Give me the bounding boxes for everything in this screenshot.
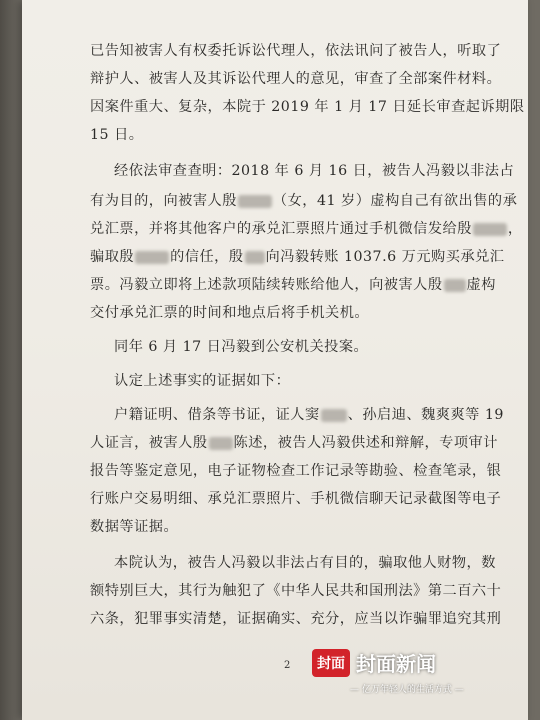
watermark-slogan: — 亿万年轻人的生活方式 —	[350, 685, 464, 695]
redaction	[238, 195, 272, 208]
redaction	[444, 279, 466, 292]
redaction	[209, 437, 233, 450]
redaction	[245, 251, 265, 264]
watermark-logo-icon: 封面	[312, 649, 350, 677]
text-line: 本院认为，被告人冯毅以非法占有目的，骗取他人财物，数	[114, 555, 496, 571]
text-line	[90, 432, 498, 452]
text-line: 认定上述事实的证据如下：	[114, 373, 291, 389]
text-line: 经依法审查查明：2018 年 6 月 16 日，被告人冯毅以非法占	[114, 163, 515, 179]
redaction	[473, 223, 507, 236]
text-segment: 陈述，被告人冯毅供述和辩解，专项审计	[233, 435, 498, 451]
text-segment: 骗取殷	[90, 249, 135, 265]
redaction	[135, 251, 169, 264]
text-segment: 兑汇票，并将其他客户的承兑汇票照片通过手机微信发给殷	[90, 221, 472, 237]
text-line: 数据等证据。	[90, 519, 179, 535]
text-segment: 的信任，殷	[170, 249, 244, 265]
text-line: 因案件重大、复杂，本院于 2019 年 1 月 17 日延长审查起诉期限	[90, 99, 525, 115]
text-line	[90, 190, 517, 210]
text-line: 额特别巨大，其行为触犯了《中华人民共和国刑法》第二百六十	[90, 583, 502, 599]
text-segment: 虚构	[466, 277, 496, 293]
text-line	[90, 246, 504, 266]
text-segment: 票。冯毅立即将上述款项陆续转账给他人，向被害人殷	[90, 277, 443, 293]
text-segment: 向冯毅转账 1037.6 万元购买承兑汇	[265, 249, 505, 265]
text-segment: 、孙启迪、魏爽爽等 19	[347, 407, 504, 423]
text-line: 15 日。	[90, 127, 144, 143]
text-line: 交付承兑汇票的时间和地点后将手机关机。	[90, 305, 370, 321]
watermark-name: 封面新闻	[356, 652, 436, 676]
text-line: 已告知被害人有权委托诉讼代理人，依法讯问了被告人，听取了	[90, 43, 502, 59]
text-line	[90, 218, 523, 238]
text-segment: （女，41 岁）虚构自己有欲出售的承	[272, 193, 518, 209]
page-number: 2	[284, 660, 291, 671]
text-segment: 户籍证明、借条等书证，证人窦	[114, 407, 320, 423]
text-segment: ，	[507, 221, 523, 237]
redaction	[321, 409, 347, 422]
text-line	[90, 274, 496, 294]
text-line: 辩护人、被害人及其诉讼代理人的意见，审查了全部案件材料。	[90, 71, 502, 87]
text-line: 行账户交易明细、承兑汇票照片、手机微信聊天记录截图等电子	[90, 491, 502, 507]
text-line: 报告等鉴定意见，电子证物检查工作记录等勘验、检查笔录，银	[90, 463, 502, 479]
text-line: 六条，犯罪事实清楚，证据确实、充分，应当以诈骗罪追究其刑	[90, 611, 502, 627]
watermark	[312, 648, 436, 677]
text-line	[114, 404, 504, 424]
text-line: 同年 6 月 17 日冯毅到公安机关投案。	[114, 339, 369, 355]
text-segment: 有为目的，向被害人殷	[90, 193, 237, 209]
text-segment: 人证言，被害人殷	[90, 435, 208, 451]
